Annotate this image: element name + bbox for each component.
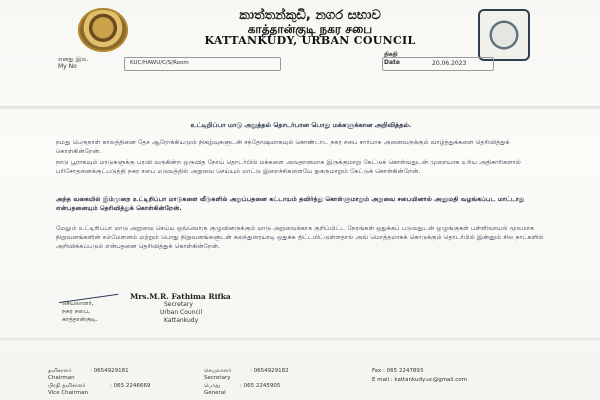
paper-fold-lower [0,338,600,341]
footer-vice-english: Vice Chairman [48,390,88,396]
reference-label-english: My No [58,63,77,70]
footer-fax: Fax : 065 2247893 [372,368,424,374]
footer-secretary-phone: : 0654929182 [250,368,289,374]
letterhead-title-sinhala: කාත්තන්කුඩි, නගර සභාව [239,8,381,23]
sri-lanka-emblem-icon [78,8,128,52]
footer-chairman-phone: : 0654929181 [90,368,129,374]
urban-council-seal-icon [478,9,530,61]
footer-chairman-english: Chairman [48,375,75,381]
date-value: 20.06.2023 [432,60,467,67]
footer-chairman-local: தவிசாளர் [48,368,72,374]
signatory-org: Urban Council [160,309,203,316]
reference-label-local: எனது இல. [58,56,89,63]
signatory-name: Mrs.M.R. Fathima Rifka [130,292,231,301]
notice-heading: உட்டிறிப்பா மாடு அறுத்தல் தொடர்பான பொது மக்களுக்கான அறிவித்தல். [190,121,412,129]
notice-paragraph-3: அந்த வகையில் இம்முறை உட்டிறிப்பா மாடுகளை வீடுகளில் அறுப்பதனை கட்டாயம் தவிர்த்து கொள்ளுமாறும் அறுவை சபையினால் அனுமதி வழங்கப்பட மாட்டாது என்பதனையும் தெரிவித்துக் கொள்கின்றேன். [56,196,525,212]
notice-paragraph-4: மேலும் உட்டிறிப்பா மாடு அறுவை செய்ய ஒவ்வொரு குழுவினருக்கும் மாடு அறுவைக்காக குறிப்பிட்ட நேரங்கள் ஒதுக்கப் படுவதுடன் ஒழுங்குகள் பள்ளிவாயல் மூலமாக நிறுவனங்களின் சம்மேளனம் மற்றும் பொது நிறுவனங்களுடன் கலந்துரையாடி ஒதுக்க திட்டமிட்டுள்ளதால் அவ் மொத்தமாகக் கொடுக்கும் தொடர்பில் இன்னும் சில நாட்களில் அறிவிக்கப்படும் என்பதனை தெரிவித்துக் கொள்கின்றேன். [56,225,544,250]
footer-general-local: பொது [204,383,221,389]
signatory-role: Secretary [164,301,193,308]
notice-paragraph-2: நாடு பூராகவும் மாடுகளுக்கு பரவி வருகின்ற ஒருவித நோய் தொடர்பில் மக்களை அவதானமாக இருக்குமாறு கேட்டுக் கொள்வதுடன் முறையாக உரிய அதிகாரிகளால் பரிசோதனைக்குட்படுத்தி நகர சபை மடுவத்தில் அறுவை செய்யும் மாட்டு இறைச்சிகளையே நுகருமாறும் கேட்டுக் கொள்கின்றேன். [56,159,521,175]
footer-vice-phone: : 065 2246669 [110,383,151,389]
signature-title-local-3: காத்தான்குடி. [62,316,98,323]
footer-secretary-english: Secretary [204,375,231,381]
signatory-place: Kattankudy [164,317,199,324]
footer-general-english: General [204,390,226,396]
letterhead-title-tamil: காத்தான்குடி நகர சபை [247,22,373,36]
footer-email: E mail : kattankudy.uc@gmail.com [372,377,467,383]
footer-vice-local: பிரதி தவிசாளர் [48,383,86,389]
date-label-english: Date [384,59,400,66]
letterhead-title-english: KATTANKUDY, URBAN COUNCIL [204,34,416,47]
signature-title-local-2: நகர சபை, [62,308,91,315]
reference-value: KUC/HAWU/C/S/Room [130,60,189,66]
footer-general-phone: : 065 2245905 [240,383,281,389]
paper-fold [0,106,600,110]
signature-title-local-1: செயலாளர், [62,300,94,307]
date-label-local: திகதி [384,51,398,58]
notice-paragraph-1: நமது பெருநாள் காலத்தினை தேச ஆரோக்கியமும் நிகழ்வுகளுடன் சந்தோஷமாகவும் கொண்டாட நகர சபை சார்பாக அனைவருக்கும் வாழ்த்துக்களை தெரிவித்துக் கொள்கின்றேன். [56,139,510,155]
footer-secretary-local: செயலாளர் [204,368,232,374]
